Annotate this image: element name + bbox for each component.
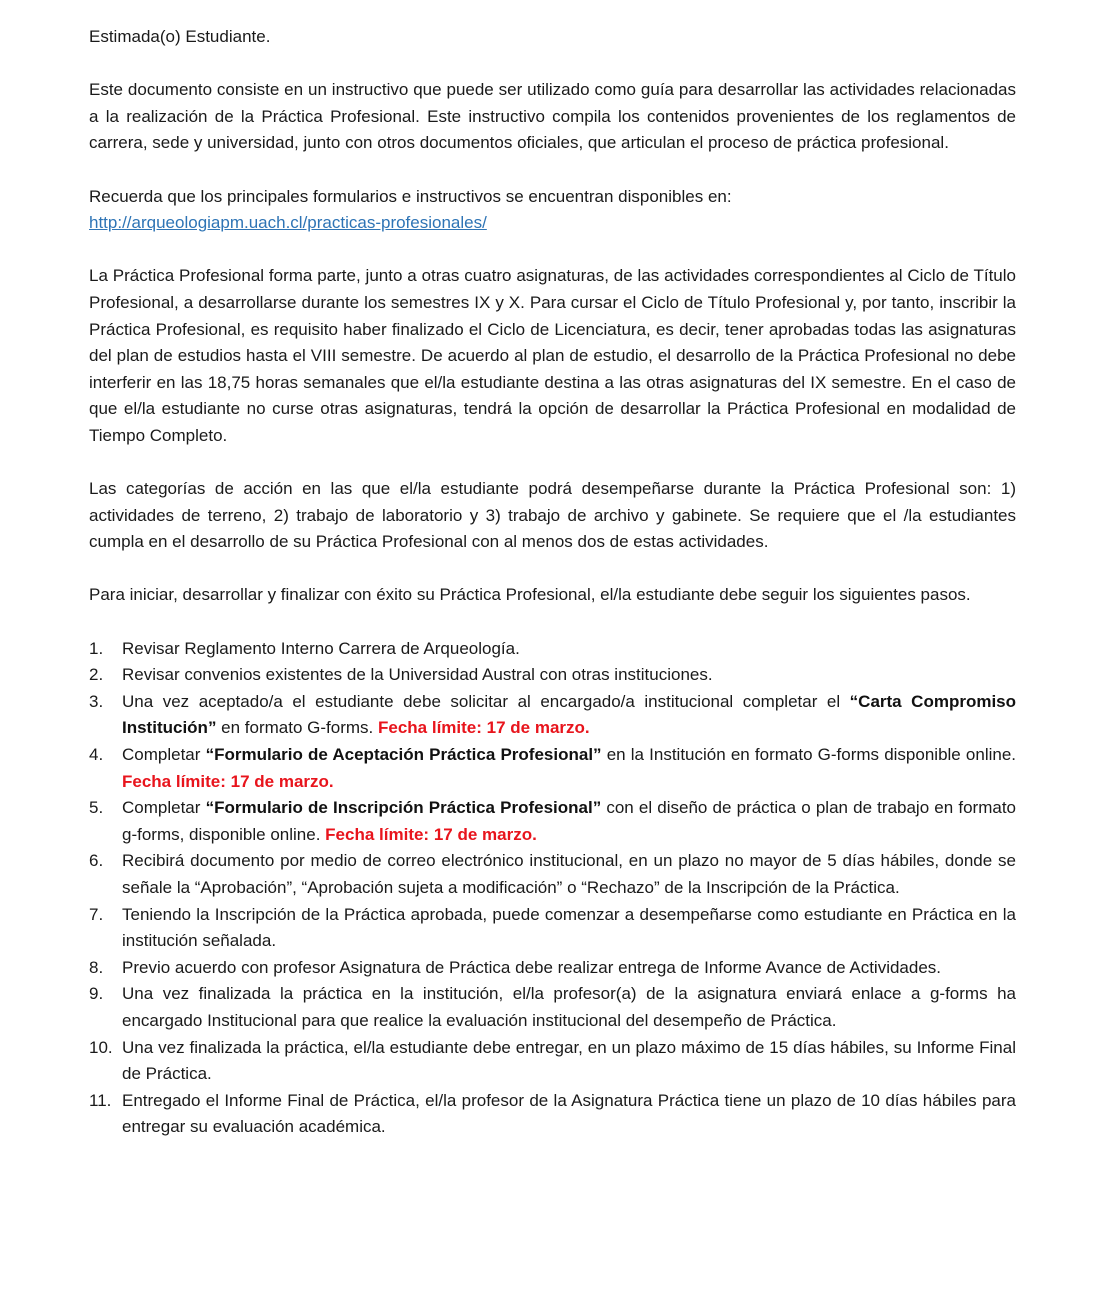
step-number: 1. <box>89 638 104 658</box>
step-text: Revisar convenios existentes de la Universidad Austral con otras instituciones. <box>122 665 713 685</box>
step-item <box>89 636 1016 663</box>
step-number: 9. <box>89 984 104 1004</box>
step-number: 11. <box>89 1090 112 1110</box>
step-bold-form-name: “Carta Compromiso Institución” <box>122 691 1016 738</box>
step-text-continued: con el diseño de práctica o plan de trabajo en formato g-forms, disponible online. <box>122 798 1016 844</box>
step-text: Recibirá documento por medio de correo electrónico institucional, en un plazo no mayor de 5 días hábiles, donde se señale la “Aprobación”, “Aprobación sujeta a modificación” o “Rechazo” de la Inscripción de la Práctica. <box>122 851 1016 897</box>
step-item <box>89 902 1016 955</box>
step-text: Revisar Reglamento Interno Carrera de Arqueología. <box>122 638 520 658</box>
deadline-text: Fecha límite: 17 de marzo. <box>122 771 334 791</box>
step-number: 10. <box>89 1037 113 1057</box>
steps-list <box>89 636 1016 1141</box>
step-text: Completar <box>122 798 206 818</box>
greeting: Estimada(o) Estudiante. <box>89 27 271 46</box>
steps-intro: Para iniciar, desarrollar y finalizar con éxito su Práctica Profesional, el/la estudiante debe seguir los siguientes pasos. <box>89 585 971 605</box>
step-bold-form-name: “Formulario de Aceptación Práctica Profesional” <box>205 745 602 765</box>
step-item <box>89 742 1016 795</box>
step-item <box>89 1088 1016 1141</box>
reminder-text: Recuerda que los principales formularios e instructivos se encuentran disponibles en: <box>89 186 732 206</box>
step-text: Una vez finalizada la práctica, el/la estudiante debe entregar, en un plazo máximo de 15 días hábiles, su Informe Final de Práctica. <box>122 1037 1016 1084</box>
step-number: 8. <box>89 957 104 977</box>
step-item <box>89 848 1016 901</box>
practicas-link[interactable]: http://arqueologiapm.uach.cl/practicas-profesionales/ <box>89 213 487 233</box>
step-item <box>89 795 1016 848</box>
step-number: 7. <box>89 904 104 924</box>
step-item <box>89 981 1016 1034</box>
reminder-paragraph <box>89 184 1016 237</box>
step-text: Previo acuerdo con profesor Asignatura de Práctica debe realizar entrega de Informe Avance de Actividades. <box>122 957 942 977</box>
step-text-continued: en la Institución en formato G-forms disponible online. <box>601 745 1017 765</box>
step-text: Entregado el Informe Final de Práctica, el/la profesor de la Asignatura Práctica tiene un plazo de 10 días hábiles para entregar su evaluación académica. <box>122 1090 1016 1137</box>
step-item <box>89 689 1016 742</box>
deadline-text: Fecha límite: 17 de marzo. <box>378 718 590 738</box>
step-text: Teniendo la Inscripción de la Práctica aprobada, puede comenzar a desempeñarse como estudiante en Práctica en la institución señalada. <box>122 904 1016 951</box>
step-number: 2. <box>89 665 104 685</box>
step-bold-form-name: “Formulario de Inscripción Práctica Profesional” <box>205 798 602 818</box>
categories-paragraph: Las categorías de acción en las que el/la estudiante podrá desempeñarse durante la Práctica Profesional son: 1) actividades de terreno, 2) trabajo de laboratorio y 3) trabajo de archivo y gabinete. Se requiere que el /la estudiantes cumpla en el desarrollo de su Práctica Profesional con al menos dos de estas actividades. <box>89 479 1016 552</box>
context-paragraph: La Práctica Profesional forma parte, junto a otras cuatro asignaturas, de las actividades correspondientes al Ciclo de Título Profesional, a desarrollarse durante los semestres IX y X. Para cursar el Ciclo de Título Profesional y, por tanto, inscribir la Práctica Profesional, es requisito haber finalizado el Ciclo de Licenciatura, es decir, tener aprobadas todas las asignaturas del plan de estudios hasta el VIII semestre. De acuerdo al plan de estudio, el desarrollo de la Práctica Profesional no debe interferir en las 18,75 horas semanales que el/la estudiante destina a las otras asignaturas del IX semestre. En el caso de que el/la estudiante no curse otras asignaturas, tendrá la opción de desarrollar la Práctica Profesional en modalidad de Tiempo Completo. <box>89 266 1016 445</box>
step-number: 4. <box>89 745 104 765</box>
step-number: 3. <box>89 691 104 711</box>
step-text: Completar <box>122 745 206 765</box>
step-text-continued: en formato G-forms. <box>216 718 378 738</box>
step-number: 6. <box>89 851 104 871</box>
step-item <box>89 662 1016 689</box>
step-text: Una vez finalizada la práctica en la institución, el/la profesor(a) de la asignatura enviará enlace a g-forms ha encargado Institucional para que realice la evaluación institucional del desempeño de Práctica. <box>122 984 1016 1030</box>
step-number: 5. <box>89 798 104 818</box>
step-text: Una vez aceptado/a el estudiante debe solicitar al encargado/a institucional completar el <box>122 691 850 711</box>
deadline-text: Fecha límite: 17 de marzo. <box>325 824 537 844</box>
intro-paragraph: Este documento consiste en un instructivo que puede ser utilizado como guía para desarrollar las actividades relacionadas a la realización de la Práctica Profesional. Este instructivo compila los contenidos provenientes de los reglamentos de carrera, sede y universidad, junto con otros documentos oficiales, que articulan el proceso de práctica profesional. <box>89 80 1016 153</box>
step-item <box>89 1035 1016 1088</box>
step-item <box>89 955 1016 982</box>
